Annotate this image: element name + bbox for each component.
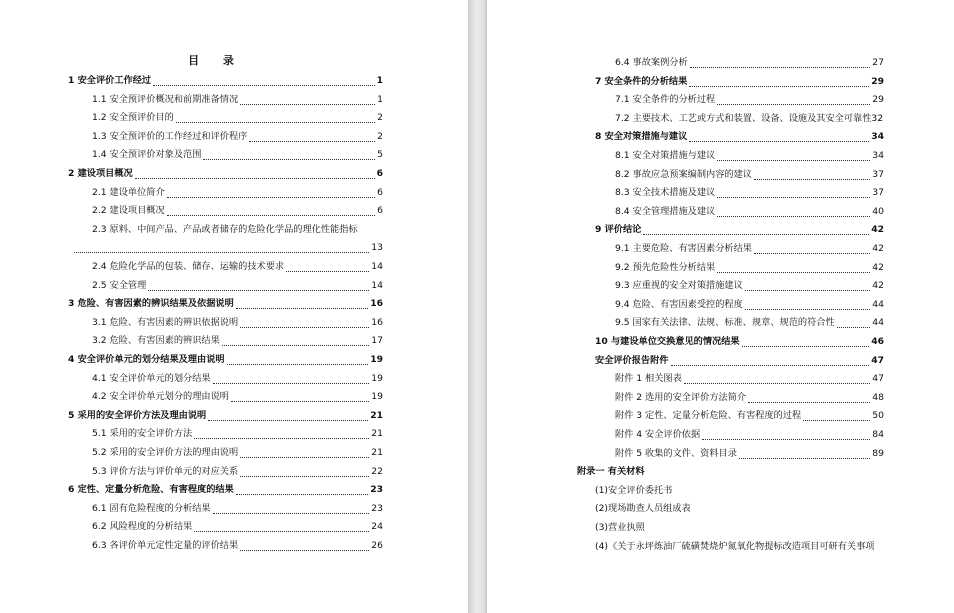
- toc-entry-title: 4 安全评价单元的划分结果及理由说明: [68, 354, 225, 365]
- toc-entry-page: 34: [872, 150, 884, 161]
- toc-entry-page: 37: [872, 168, 884, 180]
- toc-entry-title: 附件 4 安全评价依据: [615, 429, 701, 440]
- toc-entry-title: 5 采用的安全评价方法及理由说明: [68, 409, 207, 421]
- toc-leader-dots: [717, 151, 870, 161]
- toc-leader-dots: [745, 300, 871, 310]
- toc-entry-page: 5: [377, 149, 383, 161]
- toc-leader-dots: [803, 411, 870, 421]
- toc-entry[interactable]: [615, 446, 884, 462]
- toc-entry-page: 2: [377, 112, 383, 124]
- toc-leader-dots: [213, 504, 370, 514]
- appendix-item[interactable]: (2)现场勘查人员组成表: [595, 503, 691, 515]
- toc-entry[interactable]: [92, 519, 383, 535]
- toc-leader-dots: [754, 244, 870, 254]
- toc-leader-dots: [74, 243, 369, 253]
- toc-entry-page: 47: [872, 373, 884, 385]
- toc-entry[interactable]: [68, 482, 383, 498]
- toc-entry-page: 84: [872, 429, 884, 440]
- toc-entry-page: 44: [872, 298, 884, 310]
- document-page-left: [0, 0, 468, 613]
- toc-entry-page: 44: [872, 317, 884, 329]
- toc-entry[interactable]: [92, 445, 383, 461]
- toc-leader-dots: [167, 188, 375, 198]
- toc-entry-title: 2.5 安全管理: [92, 279, 147, 291]
- toc-entry-title: 6.1 固有危险程度的分析结果: [92, 502, 211, 514]
- toc-leader-dots: [717, 263, 870, 273]
- toc-entry-page: 23: [371, 502, 383, 514]
- toc-entry[interactable]: [92, 185, 383, 201]
- toc-leader-dots: [194, 522, 369, 532]
- toc-leader-dots: [286, 262, 369, 272]
- toc-entry-page: 48: [872, 391, 884, 403]
- toc-entry-title: 7 安全条件的分析结果: [595, 75, 688, 87]
- toc-leader-dots: [754, 170, 870, 180]
- toc-entry[interactable]: [92, 333, 383, 349]
- toc-entry[interactable]: [615, 92, 884, 108]
- toc-entry[interactable]: [72, 240, 383, 256]
- toc-leader-dots: [176, 113, 375, 123]
- toc-leader-dots: [702, 430, 870, 440]
- toc-leader-dots: [135, 169, 375, 179]
- toc-leader-dots: [148, 281, 369, 291]
- toc-leader-dots: [689, 132, 869, 142]
- toc-entry-page: 21: [371, 428, 383, 440]
- toc-entry-title: 9.4 危险、有害因素受控的程度: [615, 298, 743, 310]
- toc-entry-title: 1.1 安全预评价概况和前期准备情况: [92, 93, 239, 105]
- toc-entry-page: 32: [871, 112, 884, 124]
- toc-entry-title: 6 定性、定量分析危险、有害程度的结果: [68, 484, 234, 496]
- toc-entry-page: 19: [370, 354, 383, 365]
- toc-entry[interactable]: [615, 315, 884, 331]
- toc-leader-dots: [227, 355, 369, 365]
- toc-entry[interactable]: [595, 353, 884, 369]
- toc-entry[interactable]: [68, 296, 383, 312]
- toc-leader-dots: [236, 485, 368, 495]
- toc-leader-dots: [837, 318, 871, 328]
- toc-entry-page: 40: [872, 205, 884, 217]
- toc-entry-title: 5.3 评价方法与评价单元的对应关系: [92, 465, 239, 477]
- toc-entry-title: 1.4 安全预评价对象及范围: [92, 149, 202, 161]
- toc-entry[interactable]: [615, 278, 884, 294]
- toc-entry-page: 34: [871, 131, 884, 143]
- toc-entry-page: 42: [872, 243, 884, 254]
- toc-entry-page: 37: [872, 187, 884, 199]
- toc-entry-page: 50: [872, 410, 884, 422]
- toc-entry-page: 19: [371, 372, 383, 384]
- toc-entry-page: 14: [371, 279, 383, 291]
- toc-entry[interactable]: [92, 278, 383, 294]
- toc-entry-title: 8.2 事故应急预案编制内容的建议: [615, 168, 752, 180]
- toc-entry[interactable]: [615, 371, 884, 387]
- toc-leader-dots: [222, 336, 370, 346]
- toc-entry[interactable]: [615, 241, 884, 257]
- toc-entry[interactable]: [92, 222, 383, 238]
- toc-entry-title: 1 安全评价工作经过: [68, 75, 152, 86]
- toc-entry-page: 16: [371, 316, 383, 328]
- toc-entry-title: 8.3 安全技术措施及建议: [615, 187, 716, 199]
- toc-entry[interactable]: [92, 315, 383, 331]
- toc-entry[interactable]: [615, 185, 884, 201]
- toc-entry-title: 1.2 安全预评价目的: [92, 112, 174, 124]
- toc-entry[interactable]: [615, 167, 884, 183]
- appendix-item[interactable]: (3)营业执照: [595, 522, 645, 533]
- toc-leader-dots: [249, 132, 375, 142]
- toc-entry[interactable]: [595, 222, 884, 238]
- toc-entry-page: 6: [376, 168, 383, 179]
- toc-entry-page: 23: [370, 484, 383, 496]
- toc-leader-dots: [742, 337, 870, 347]
- toc-leader-dots: [739, 449, 870, 459]
- toc-leader-dots: [240, 448, 369, 458]
- toc-leader-dots: [748, 393, 870, 403]
- toc-entry[interactable]: [615, 408, 884, 424]
- toc-entry[interactable]: [68, 73, 383, 89]
- toc-leader-dots: [684, 374, 870, 384]
- page-gutter: [468, 0, 487, 613]
- toc-entry[interactable]: [92, 501, 383, 517]
- toc-leader-dots: [689, 77, 869, 87]
- appendix-item[interactable]: (1)安全评价委托书: [595, 484, 673, 496]
- toc-entry[interactable]: [68, 352, 383, 368]
- toc-entry-page: 2: [377, 130, 383, 142]
- toc-entry-page: 24: [371, 521, 383, 533]
- toc-entry-page: 1: [377, 93, 383, 105]
- toc-leader-dots: [153, 76, 375, 86]
- toc-leader-dots: [203, 150, 375, 160]
- toc-entry-title: 8.1 安全对策措施与建议: [615, 150, 716, 161]
- toc-entry-title: 4.2 安全评价单元划分的理由说明: [92, 391, 229, 403]
- toc-entry-page: 21: [370, 409, 383, 421]
- toc-entry[interactable]: [68, 408, 383, 424]
- toc-entry[interactable]: [615, 111, 884, 127]
- document-page-right: [487, 0, 954, 613]
- toc-entry[interactable]: [615, 260, 884, 276]
- toc-entry-page: 16: [370, 298, 383, 310]
- toc-entry-title: 2.3 原料、中间产品、产品或者储存的危险化学品的理化性能指标: [92, 223, 358, 235]
- toc-entry-title: 2 建设项目概况: [68, 168, 133, 179]
- toc-entry-title: 2.2 建设项目概况: [92, 205, 165, 217]
- toc-entry-page: 46: [871, 336, 884, 347]
- toc-leader-dots: [208, 411, 368, 421]
- toc-leader-dots: [690, 58, 871, 68]
- toc-leader-dots: [717, 95, 870, 105]
- toc-leader-dots: [167, 206, 375, 216]
- toc-entry-title: 附件 3 定性、定量分析危险、有害程度的过程: [615, 410, 802, 422]
- toc-entry-title: 3.1 危险、有害因素的辨识依据说明: [92, 316, 239, 328]
- toc-leader-dots: [745, 281, 871, 291]
- toc-entry[interactable]: [595, 129, 884, 145]
- toc-entry-page: 42: [872, 280, 884, 292]
- toc-leader-dots: [194, 429, 369, 439]
- toc-entry-page: 21: [371, 447, 383, 458]
- toc-entry-title: 1.3 安全预评价的工作经过和评价程序: [92, 130, 248, 142]
- toc-leader-dots: [671, 356, 870, 366]
- toc-entry-title: 8.4 安全管理措施及建议: [615, 205, 716, 217]
- toc-entry-title: 附件 2 选用的安全评价方法简介: [615, 391, 747, 403]
- toc-entry[interactable]: [615, 427, 884, 443]
- toc-leader-dots: [240, 95, 375, 105]
- toc-entry-title: 附件 1 相关图表: [615, 373, 682, 385]
- toc-entry[interactable]: [92, 538, 383, 554]
- toc-entry-page: 14: [371, 261, 383, 272]
- toc-entry-title: 9.1 主要危险、有害因素分析结果: [615, 243, 752, 254]
- toc-entry-title: 4.1 安全评价单元的划分结果: [92, 372, 211, 384]
- toc-entry-page: 22: [371, 465, 383, 477]
- toc-entry[interactable]: [92, 371, 383, 387]
- toc-entry-title: 2.1 建设单位简介: [92, 186, 165, 198]
- toc-leader-dots: [717, 188, 870, 198]
- toc-entry[interactable]: [595, 334, 884, 350]
- toc-leader-dots: [231, 392, 369, 402]
- toc-entry-title: 5.1 采用的安全评价方法: [92, 428, 193, 440]
- toc-entry[interactable]: [92, 147, 383, 163]
- toc-entry-title: 8 安全对策措施与建议: [595, 131, 688, 143]
- toc-entry-page: 1: [376, 75, 383, 86]
- toc-leader-dots: [213, 374, 370, 384]
- toc-entry[interactable]: [92, 464, 383, 480]
- toc-leader-dots: [240, 467, 369, 477]
- toc-entry[interactable]: [595, 74, 884, 90]
- toc-title: 目 录: [188, 54, 244, 67]
- appendix-title: 附录一 有关材料: [577, 466, 645, 478]
- toc-entry-page: 17: [371, 335, 383, 347]
- toc-leader-dots: [717, 207, 870, 217]
- toc-entry-page: 27: [872, 57, 884, 68]
- toc-entry-title: 6.4 事故案例分析: [615, 57, 688, 68]
- toc-entry-title: 安全评价报告附件: [595, 354, 669, 366]
- toc-entry[interactable]: [615, 204, 884, 220]
- toc-entry-title: 6.3 各评价单元定性定量的评价结果: [92, 540, 239, 551]
- toc-entry-title: 附件 5 收集的文件、资料目录: [615, 447, 737, 459]
- toc-entry-page: 47: [871, 354, 884, 366]
- toc-entry[interactable]: [615, 148, 884, 164]
- toc-entry-page: 89: [872, 447, 884, 459]
- toc-entry-title: 7.2 主要技术、工艺或方式和装置、设备、设施及其安全可靠性: [615, 112, 872, 124]
- appendix-item[interactable]: (4)《关于永坪炼油厂硫磺焚烧炉氮氧化物提标改造项目可研有关事项: [595, 540, 875, 552]
- toc-entry-title: 6.2 风险程度的分析结果: [92, 521, 193, 533]
- toc-entry[interactable]: [615, 297, 884, 313]
- toc-leader-dots: [240, 318, 369, 328]
- toc-entry-page: 26: [371, 540, 383, 551]
- toc-entry-page: 29: [872, 94, 884, 106]
- toc-entry[interactable]: [615, 390, 884, 406]
- toc-entry-page: 29: [871, 75, 884, 87]
- toc-entry-title: 9.5 国家有关法律、法规、标准、规章、规范的符合性: [615, 317, 835, 329]
- toc-entry[interactable]: [615, 55, 884, 71]
- toc-entry[interactable]: [92, 389, 383, 405]
- toc-entry-page: 19: [371, 391, 383, 403]
- toc-entry-title: 9.3 应重视的安全对策措施建议: [615, 280, 743, 292]
- toc-entry-page: 42: [871, 224, 884, 236]
- toc-entry-page: 13: [371, 242, 383, 254]
- toc-leader-dots: [236, 299, 368, 309]
- toc-entry-title: 2.4 危险化学品的包装、储存、运输的技术要求: [92, 261, 285, 272]
- toc-entry[interactable]: [68, 166, 383, 182]
- toc-entry[interactable]: [92, 129, 383, 145]
- toc-entry-title: 9.2 预先危险性分析结果: [615, 261, 716, 273]
- toc-entry-title: 3.2 危险、有害因素的辨识结果: [92, 335, 220, 347]
- toc-entry-page: 6: [377, 186, 383, 198]
- toc-entry[interactable]: [92, 92, 383, 108]
- toc-leader-dots: [240, 541, 369, 551]
- toc-entry-title: 7.1 安全条件的分析过程: [615, 94, 716, 106]
- toc-entry-page: 6: [377, 205, 383, 217]
- toc-entry-title: 10 与建设单位交换意见的情况结果: [595, 336, 740, 347]
- toc-entry-title: 5.2 采用的安全评价方法的理由说明: [92, 447, 239, 458]
- toc-leader-dots: [643, 225, 869, 235]
- toc-entry[interactable]: [92, 259, 383, 275]
- toc-entry-title: 3 危险、有害因素的辨识结果及依据说明: [68, 298, 234, 310]
- toc-entry-title: 9 评价结论: [595, 224, 642, 236]
- toc-entry[interactable]: [92, 426, 383, 442]
- toc-entry-page: 42: [872, 261, 884, 273]
- toc-entry[interactable]: [92, 203, 383, 219]
- toc-entry[interactable]: [92, 110, 383, 126]
